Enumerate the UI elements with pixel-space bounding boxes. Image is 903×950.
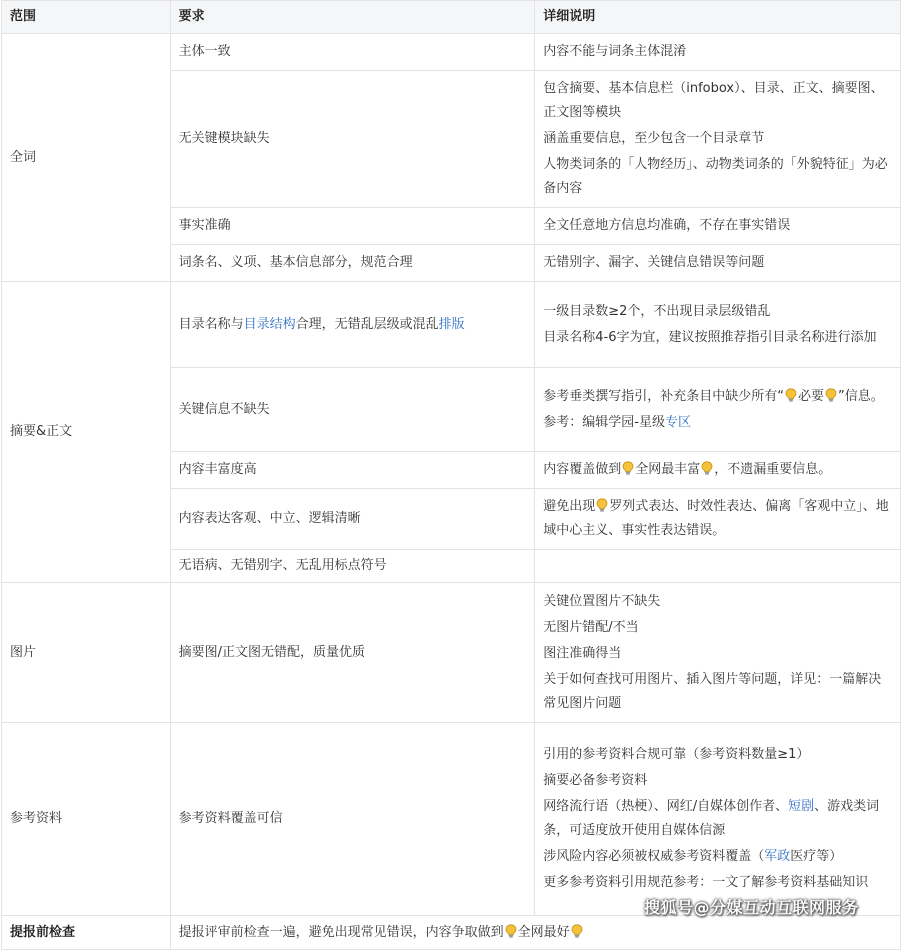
header-requirement: 要求: [170, 1, 535, 34]
scope-cell-whole: 全词: [2, 34, 171, 282]
lightbulb-icon: [622, 461, 634, 475]
detail-cell: 引用的参考资料合规可靠（参考资料数量≥1） 摘要必备参考资料 网络流行语（热梗）、网红/自媒体创作者、短剧、游戏类词条，可适度放开使用自媒体信源 涉风险内容必须被权威参考资料覆盖（军政医疗等） 更多参考资料引用规范参考：一文了解参考资料基础知识: [535, 723, 901, 916]
detail-cell: 包含摘要、基本信息栏（infobox）、目录、正文、摘要图、正文图等模块 涵盖重要信息，至少包含一个目录章节 人物类词条的「人物经历」、动物类词条的「外貌特征」为必备内容: [535, 71, 901, 208]
link-short-drama[interactable]: 短剧: [788, 799, 815, 814]
requirement-cell: 内容丰富度高: [170, 452, 535, 489]
lightbulb-icon: [785, 388, 797, 402]
detail-cell: 无错别字、漏字、关键信息错误等问题: [535, 245, 901, 282]
scope-cell-body: 摘要&正文: [2, 282, 171, 583]
table-row: [2, 34, 901, 71]
detail-cell: 避免出现 罗列式表达、时效性表达、偏离「客观中立」、地域中心主义、事实性表达错误。: [535, 489, 901, 550]
detail-cell: 内容不能与词条主体混淆: [535, 34, 901, 71]
detail-cell: 关键位置图片不缺失 无图片错配/不当 图注准确得当 关于如何查找可用图片、插入图片等问题，详见：一篇解决常见图片问题: [535, 583, 901, 723]
scope-cell-precheck: 提报前检查: [2, 916, 171, 950]
scope-cell-refs: 参考资料: [2, 723, 171, 916]
table-row: [2, 583, 901, 723]
detail-cell: 一级目录数≥2个，不出现目录层级错乱 目录名称4-6字为宜，建议按照推荐指引目录名称进行添加: [535, 282, 901, 368]
requirement-cell: 摘要图/正文图无错配，质量优质: [170, 583, 535, 723]
header-scope: 范围: [2, 1, 171, 34]
requirements-table: [1, 0, 901, 950]
table-row: [2, 723, 901, 916]
detail-cell: [535, 550, 901, 583]
detail-cell: 全文任意地方信息均准确，不存在事实错误: [535, 208, 901, 245]
table-row: [2, 916, 901, 950]
requirement-cell: 词条名、义项、基本信息部分，规范合理: [170, 245, 535, 282]
requirement-cell: 目录名称与目录结构合理，无错乱层级或混乱排版: [170, 282, 535, 368]
lightbulb-icon: [825, 388, 837, 402]
requirement-cell: 主体一致: [170, 34, 535, 71]
header-detail: 详细说明: [535, 1, 901, 34]
watermark: 搜狐号@分媒互动互联网服务: [644, 898, 859, 917]
requirement-cell: 关键信息不缺失: [170, 368, 535, 452]
lightbulb-icon: [596, 498, 608, 512]
detail-cell: 参考垂类撰写指引，补充条目中缺少所有“ 必要 ”信息。 参考：编辑学园-星级专区: [535, 368, 901, 452]
link-military-politics[interactable]: 军政: [764, 849, 791, 864]
requirement-cell: 参考资料覆盖可信: [170, 723, 535, 916]
requirement-cell: 事实准确: [170, 208, 535, 245]
table-row: [2, 282, 901, 368]
requirement-cell: 内容表达客观、中立、逻辑清晰: [170, 489, 535, 550]
requirement-cell: 提报评审前检查一遍，避免出现常见错误，内容争取做到 全网最好: [170, 916, 900, 950]
table-header-row: [2, 1, 901, 34]
requirement-cell: 无语病、无错别字、无乱用标点符号: [170, 550, 535, 583]
requirement-cell: 无关键模块缺失: [170, 71, 535, 208]
link-special-zone[interactable]: 专区: [664, 414, 691, 430]
link-directory-structure[interactable]: 目录结构: [243, 316, 296, 332]
detail-cell: 内容覆盖做到 全网最丰富 ，不遗漏重要信息。: [535, 452, 901, 489]
link-layout[interactable]: 排版: [438, 316, 465, 332]
lightbulb-icon: [701, 461, 713, 475]
scope-cell-images: 图片: [2, 583, 171, 723]
